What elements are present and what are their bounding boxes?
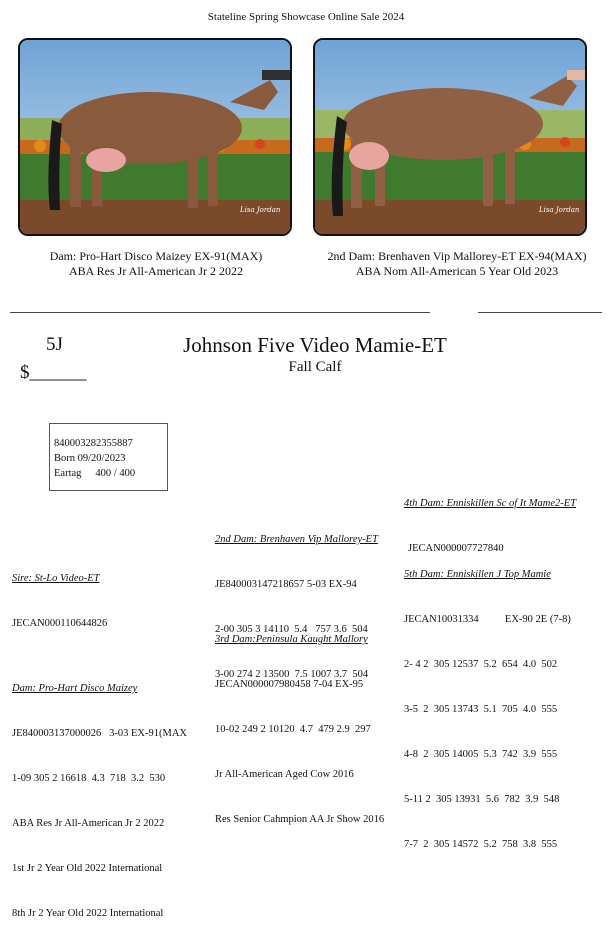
sale-title: Stateline Spring Showcase Online Sale 2024 bbox=[207, 11, 405, 23]
eartag-label: Eartag bbox=[54, 468, 82, 479]
pedigree-line: JE840003147218657 5-03 EX-94 bbox=[215, 579, 357, 590]
eartag-value: 400 / 400 bbox=[95, 468, 136, 479]
fifth-dam-heading: 5th Dam: Enniskillen J Top Mamie bbox=[404, 569, 551, 580]
id-info-box bbox=[49, 423, 168, 491]
pedigree-line: 4-8 2 305 14005 5.3 742 3.9 555 bbox=[404, 749, 558, 760]
dam-heading: Dam: Pro-Hart Disco Maizey bbox=[12, 683, 138, 694]
watermark: Lisa Jordan bbox=[240, 206, 281, 214]
sire-block bbox=[12, 541, 107, 646]
pedigree-line: JECAN000007980458 7-04 EX-95 bbox=[215, 679, 364, 690]
pedigree-line: 2-00 305 3 14110 5.4 757 3.6 504 bbox=[215, 624, 368, 635]
sire-heading: Sire: St-Lo Video-ET bbox=[12, 573, 100, 584]
divider-rule bbox=[10, 312, 430, 313]
pedigree-line: ABA Res Jr All-American Jr 2 2022 bbox=[12, 818, 165, 829]
animal-name: Johnson Five Video Mamie-ET bbox=[183, 333, 447, 357]
pedigree-line: 1st Jr 2 Year Old 2022 International bbox=[12, 863, 163, 874]
animal-class: Fall Calf bbox=[288, 359, 342, 375]
pedigree-line: 2- 4 2 305 12537 5.2 654 4.0 502 bbox=[404, 659, 558, 670]
fifth-dam-block bbox=[404, 537, 571, 867]
dam-photo bbox=[18, 38, 292, 236]
price-blank: $______ bbox=[20, 362, 87, 383]
pedigree-line: 3-5 2 305 13743 5.1 705 4.0 555 bbox=[404, 704, 558, 715]
caption-line: ABA Res Jr All-American Jr 2 2022 bbox=[69, 264, 243, 278]
caption-line: ABA Nom All-American 5 Year Old 2023 bbox=[355, 264, 559, 278]
pedigree-line: 3-00 274 2 13500 7.5 1007 3.7 504 bbox=[215, 669, 369, 680]
registration-id: 840003282355887 bbox=[54, 438, 133, 449]
pedigree-line: 8th Jr 2 Year Old 2022 International bbox=[12, 908, 164, 919]
pedigree-line: JECAN000110644826 bbox=[12, 618, 108, 629]
birth-date: Born 09/20/2023 bbox=[54, 453, 126, 464]
divider-rule bbox=[478, 312, 602, 313]
pedigree-line: Jr All-American Aged Cow 2016 bbox=[215, 769, 354, 780]
dam-block bbox=[12, 651, 187, 936]
second-dam-photo bbox=[313, 38, 587, 236]
third-dam-block bbox=[215, 602, 384, 842]
fourth-dam-heading: 4th Dam: Enniskillen Sc of It Mame2-ET bbox=[404, 498, 577, 509]
pedigree-line: JECAN000007727840 bbox=[408, 543, 504, 554]
pedigree-line: JE840003137000026 3-03 EX-91(MAX bbox=[12, 728, 187, 739]
pedigree-line: 7-7 2 305 14572 5.2 758 3.8 555 bbox=[404, 839, 558, 850]
caption-line: 2nd Dam: Brenhaven Vip Mallorey-ET EX-94(MAX) bbox=[327, 249, 587, 263]
pedigree-line: 1-09 305 2 16618 4.3 718 3.2 530 bbox=[12, 773, 166, 784]
eartag bbox=[54, 466, 167, 481]
lot-number: 5J bbox=[46, 334, 63, 355]
second-dam-photo-caption bbox=[302, 249, 612, 279]
second-dam-heading: 2nd Dam: Brenhaven Vip Mallorey-ET bbox=[215, 534, 378, 545]
pedigree-line: Res Senior Cahmpion AA Jr Show 2016 bbox=[215, 814, 385, 825]
pedigree-line: 5-11 2 305 13931 5.6 782 3.9 548 bbox=[404, 794, 560, 805]
third-dam-heading: 3rd Dam:Peninsula Kaught Mallory bbox=[215, 634, 368, 645]
dam-photo-caption bbox=[0, 249, 312, 279]
pedigree-line: JECAN10031334 EX-90 2E (7-8) bbox=[404, 614, 571, 625]
pedigree-line: 10-02 249 2 10120 4.7 479 2.9 297 bbox=[215, 724, 371, 735]
watermark: Lisa Jordan bbox=[539, 206, 580, 214]
caption-line: Dam: Pro-Hart Disco Maizey EX-91(MAX) bbox=[49, 249, 263, 263]
